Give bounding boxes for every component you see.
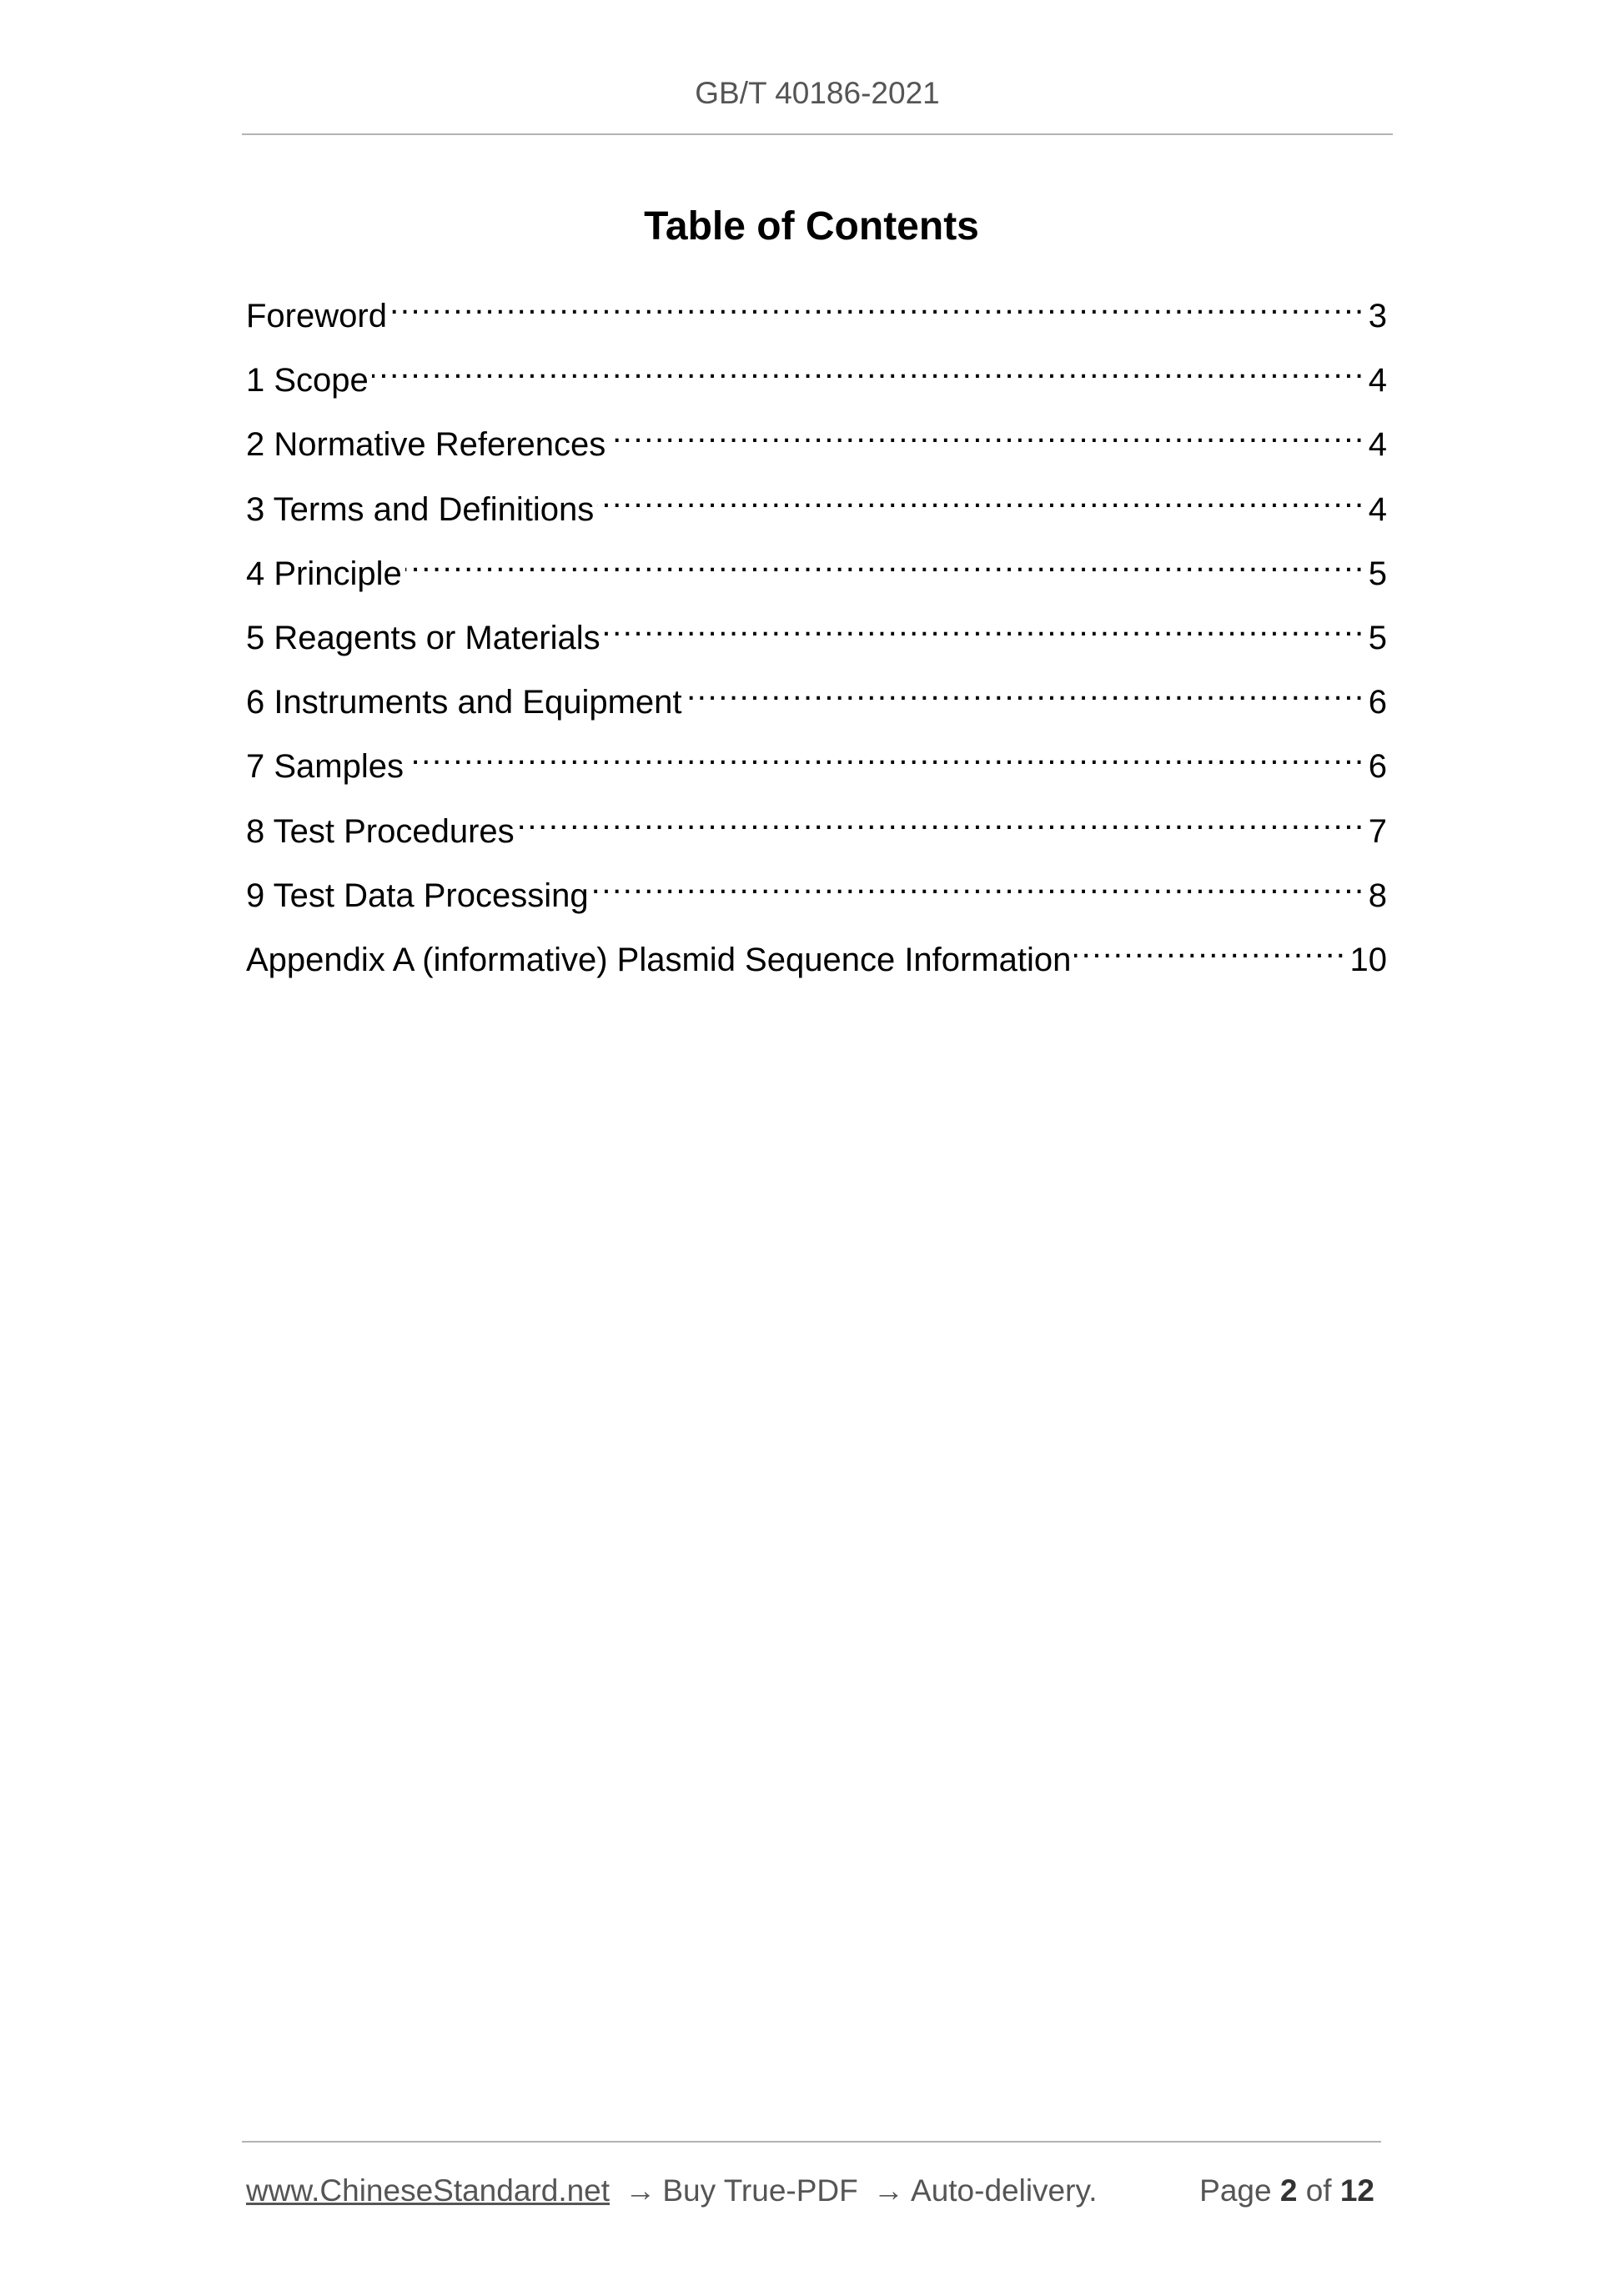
toc-entry-label: 4 Principle [246, 555, 402, 592]
page-number [1199, 2173, 1374, 2209]
toc-entry-page: 6 [1368, 684, 1387, 721]
toc-entry-normative-references[interactable] [246, 407, 1387, 471]
toc-dot-leader [592, 858, 1365, 907]
toc-entry-page: 10 [1349, 941, 1387, 978]
toc-entry-reagents-or-materials[interactable] [246, 600, 1387, 665]
footer-step-buy: Buy True-PDF [662, 2173, 858, 2208]
footer-step-delivery: Auto-delivery. [911, 2173, 1098, 2208]
toc-entry-label: 3 Terms and Definitions [246, 490, 595, 528]
toc-entry-samples[interactable] [246, 729, 1387, 793]
toc-entry-principle[interactable] [246, 536, 1387, 600]
toc-entry-test-data-processing[interactable] [246, 858, 1387, 922]
toc-entry-page: 4 [1368, 490, 1387, 528]
document-id: GB/T 40186-2021 [695, 76, 940, 110]
toc-entry-appendix-a[interactable] [246, 922, 1387, 987]
toc-entry-label: 9 Test Data Processing [246, 877, 589, 914]
page-word: Page [1199, 2173, 1272, 2208]
toc-entry-label: 1 Scope [246, 362, 369, 399]
toc-entry-page: 3 [1368, 298, 1387, 334]
toc-dot-leader [1074, 922, 1346, 971]
toc-entry-page: 8 [1368, 877, 1387, 914]
toc-dot-leader [405, 536, 1365, 585]
toc-entry-label: 5 Reagents or Materials [246, 619, 600, 656]
footer-promo [246, 2173, 1097, 2209]
page-current: 2 [1279, 2173, 1298, 2208]
toc-list [246, 279, 1387, 987]
toc-entry-label: 7 Samples [246, 748, 404, 786]
toc-entry-page: 5 [1368, 555, 1387, 592]
toc-dot-leader [597, 472, 1365, 520]
page-footer [242, 2141, 1381, 2241]
toc-dot-leader [407, 729, 1365, 777]
of-word: of [1305, 2173, 1332, 2208]
arrow-right-icon: → [873, 2173, 905, 2208]
toc-entry-page: 4 [1368, 426, 1387, 464]
toc-title: Table of Contents [644, 204, 979, 249]
toc-entry-terms-and-definitions[interactable] [246, 472, 1387, 536]
toc-entry-page: 7 [1368, 812, 1387, 850]
toc-entry-test-procedures[interactable] [246, 794, 1387, 858]
toc-dot-leader [686, 665, 1365, 713]
toc-entry-scope[interactable] [246, 343, 1387, 407]
arrow-right-icon: → [625, 2173, 656, 2208]
toc-dot-leader [518, 794, 1365, 842]
toc-entry-label: 8 Test Procedures [246, 812, 515, 850]
website-link[interactable]: www.ChineseStandard.net [246, 2173, 611, 2208]
toc-dot-leader [604, 600, 1365, 649]
toc-entry-page: 4 [1368, 362, 1387, 399]
toc-entry-instruments-and-equipment[interactable] [246, 665, 1387, 729]
toc-entry-foreword[interactable] [246, 279, 1387, 343]
toc-dot-leader [372, 343, 1365, 391]
toc-dot-leader [390, 279, 1365, 327]
toc-dot-leader [609, 407, 1364, 455]
toc-entry-page: 5 [1368, 619, 1387, 656]
toc-entry-label: 2 Normative References [246, 426, 606, 464]
toc-entry-page: 6 [1368, 748, 1387, 786]
toc-entry-label: Appendix A (informative) Plasmid Sequence Information [246, 941, 1072, 978]
toc-entry-label: Foreword [246, 298, 387, 334]
toc-entry-label: 6 Instruments and Equipment [246, 684, 682, 721]
page-total: 12 [1339, 2173, 1374, 2208]
page-header [242, 0, 1393, 135]
